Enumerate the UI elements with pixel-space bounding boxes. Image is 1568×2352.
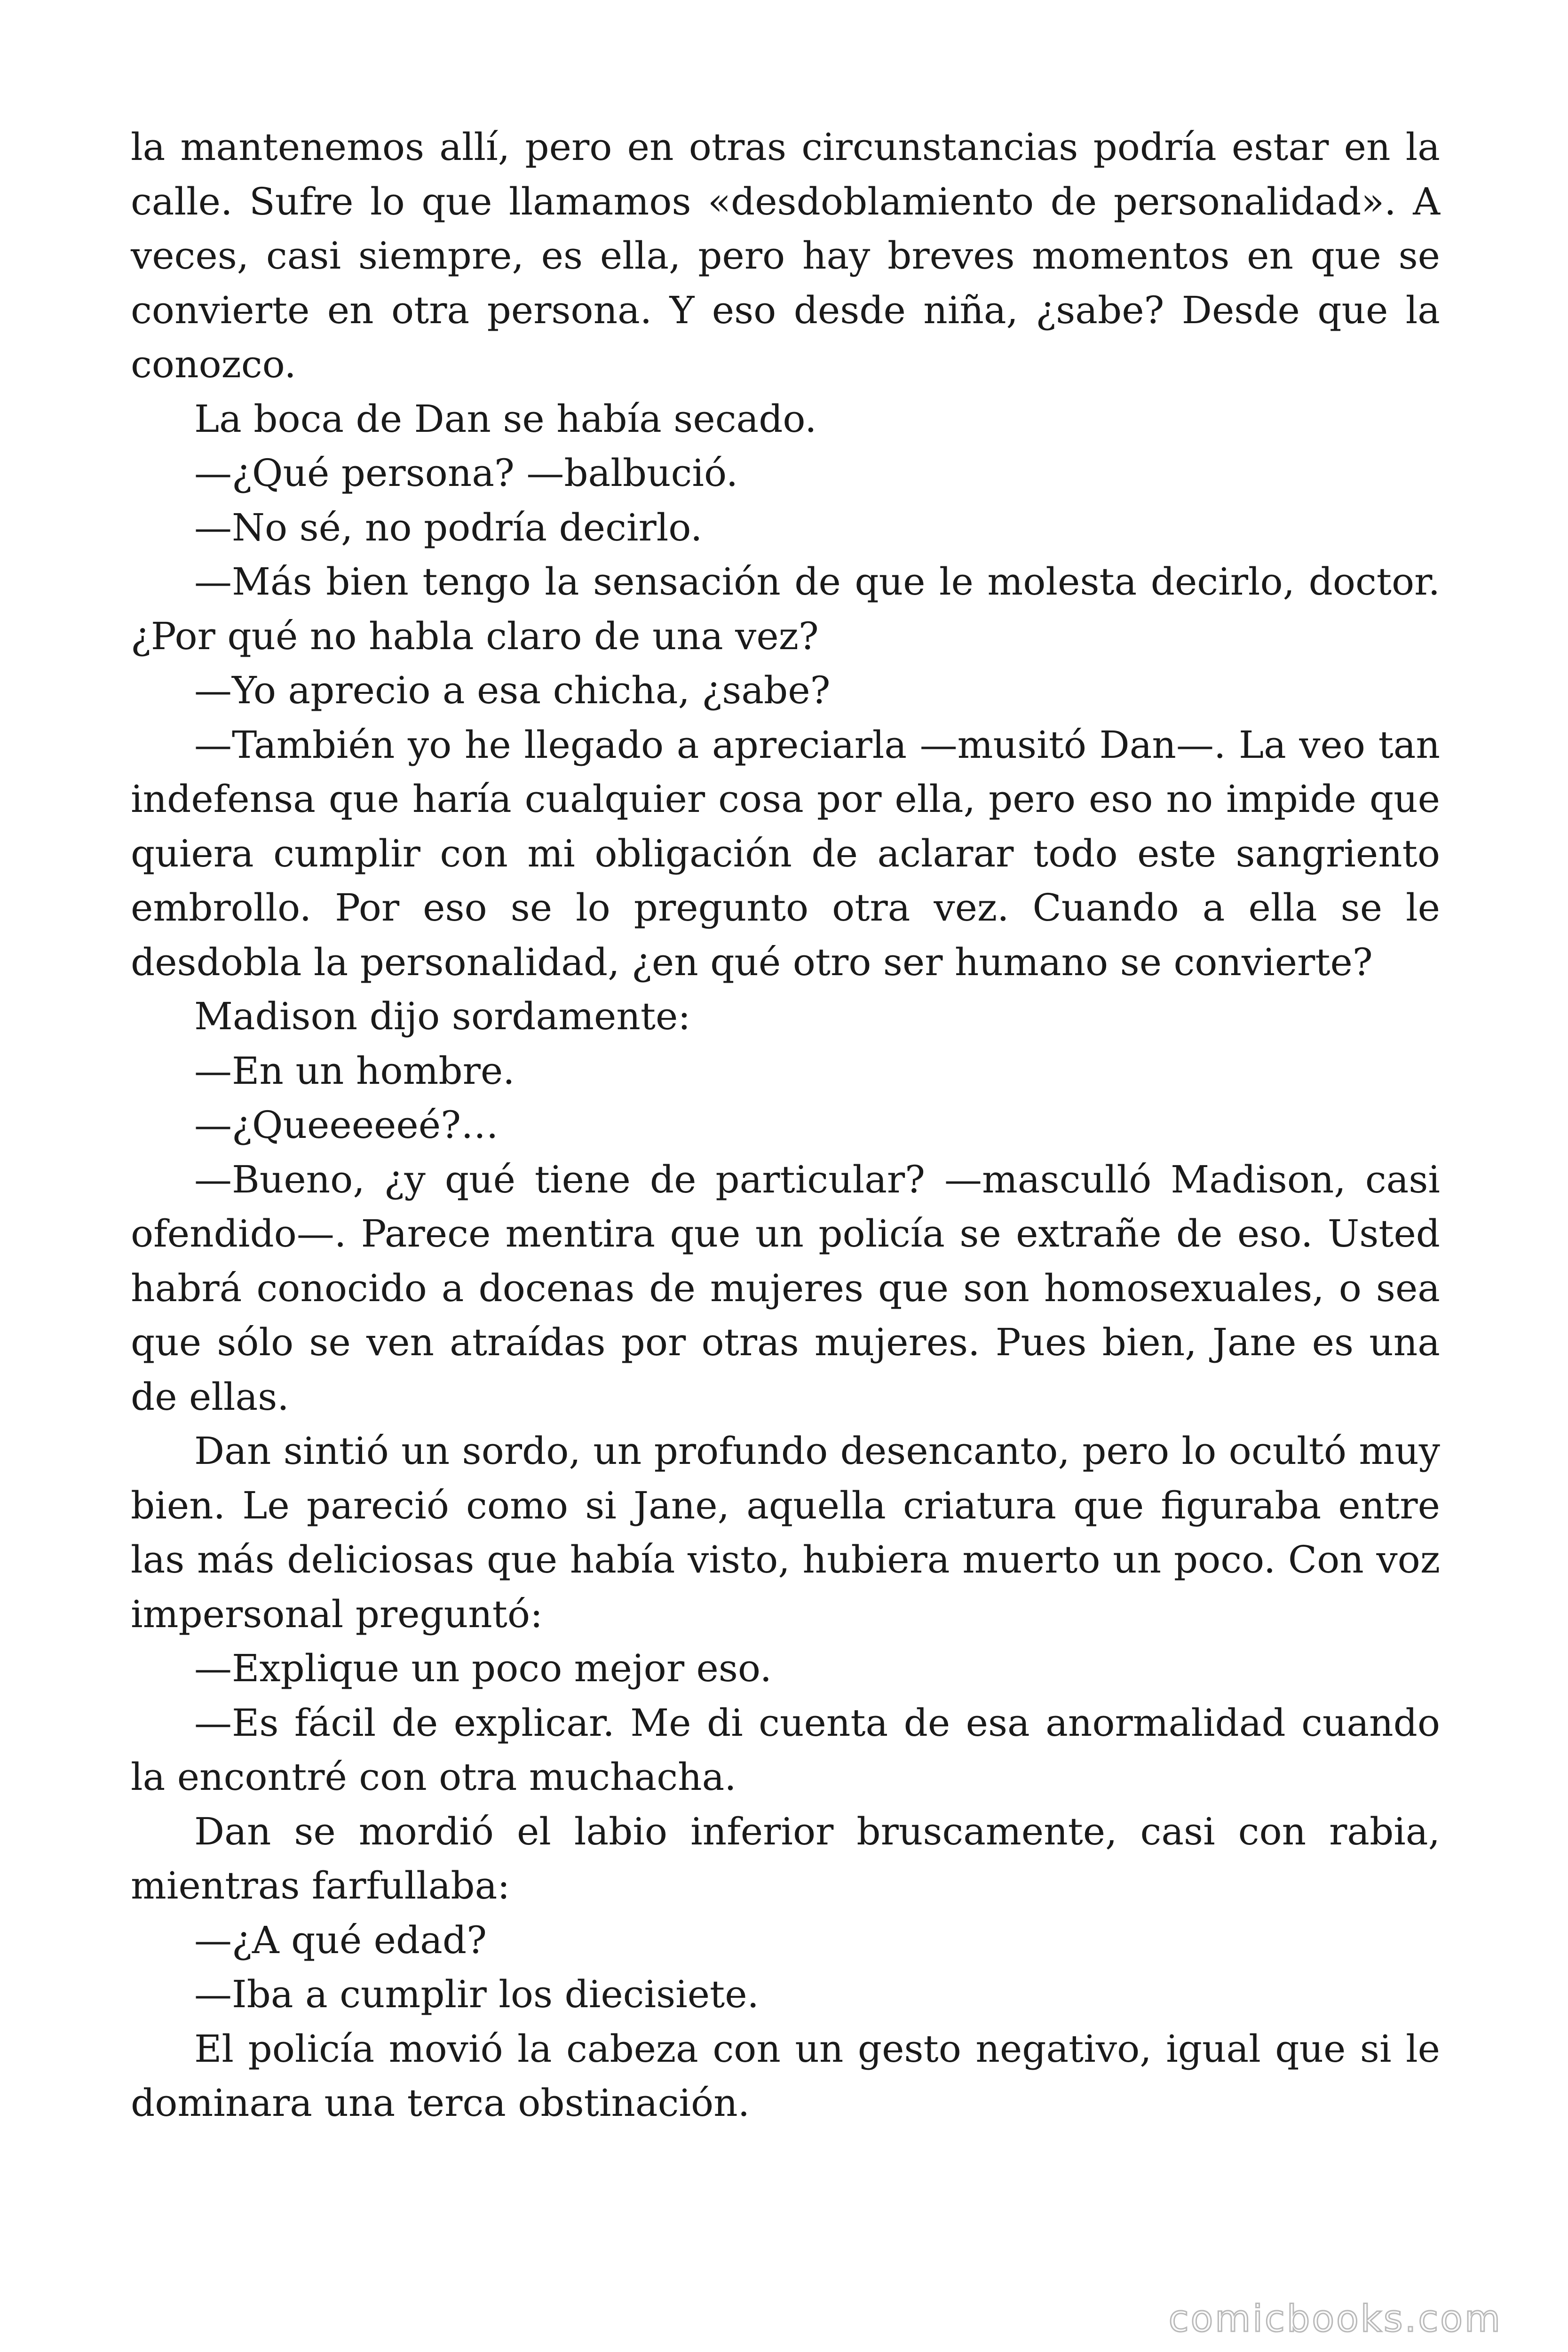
paragraph-14: —Es fácil de explicar. Me di cuenta de esa anormalidad cuando la encontré con otra muchacha. (131, 1700, 1440, 1799)
paragraph-2: La boca de Dan se había secado. (194, 397, 817, 441)
paragraph-16: —¿A qué edad? (194, 1918, 487, 1962)
paragraph-7: —También yo he llegado a apreciarla —musitó Dan—. La veo tan indefensa que haría cualquier cosa por ella, pero eso no impide que quiera cumplir con mi obligación de aclarar todo este sangriento embrollo. Por eso se lo pregunto otra vez. Cuando a ella se le desdobla la personalidad, ¿en qué otro ser humano se convierte? (131, 723, 1440, 984)
paragraph-9: —En un hombre. (194, 1049, 515, 1093)
paragraph-12: Dan sintió un sordo, un profundo desencanto, pero lo ocultó muy bien. Le pareció como si Jane, aquella criatura que figuraba entre las más deliciosas que había visto, hubiera muerto un poco. Con voz impersonal preguntó: (131, 1429, 1440, 1636)
paragraph-5: —Más bien tengo la sensación de que le molesta decirlo, doctor. ¿Por qué no habla claro de una vez? (131, 560, 1440, 658)
paragraph-10: —¿Queeeeeé?… (194, 1103, 499, 1147)
paragraph-17: —Iba a cumplir los diecisiete. (194, 1972, 759, 2016)
paragraph-11: —Bueno, ¿y qué tiene de particular? —masculló Madison, casi ofendido—. Parece mentira que un policía se extrañe de eso. Usted habrá conocido a docenas de mujeres que son homosexuales, o sea que sólo se ven atraídas por otras mujeres. Pues bien, Jane es una de ellas. (131, 1157, 1440, 1419)
site-watermark: comicbooks.com (1168, 2298, 1502, 2340)
book-page-text (131, 120, 1440, 2130)
paragraph-18: El policía movió la cabeza con un gesto negativo, igual que si le dominara una terca obstinación. (131, 2026, 1440, 2125)
paragraph-6: —Yo aprecio a esa chicha, ¿sabe? (194, 668, 831, 712)
paragraph-8: Madison dijo sordamente: (194, 994, 691, 1038)
paragraph-13: —Explique un poco mejor eso. (194, 1646, 772, 1690)
paragraph-15: Dan se mordió el labio inferior bruscamente, casi con rabia, mientras farfullaba: (131, 1809, 1440, 1907)
paragraph-1: la mantenemos allí, pero en otras circunstancias podría estar en la calle. Sufre lo que llamamos «desdoblamiento de personalidad». A veces, casi siempre, es ella, pero hay breves momentos en que se convierte en otra persona. Y eso desde niña, ¿sabe? Desde que la conozco. (131, 125, 1440, 386)
paragraph-4: —No sé, no podría decirlo. (194, 505, 703, 549)
paragraph-3: —¿Qué persona? —balbució. (194, 451, 738, 495)
